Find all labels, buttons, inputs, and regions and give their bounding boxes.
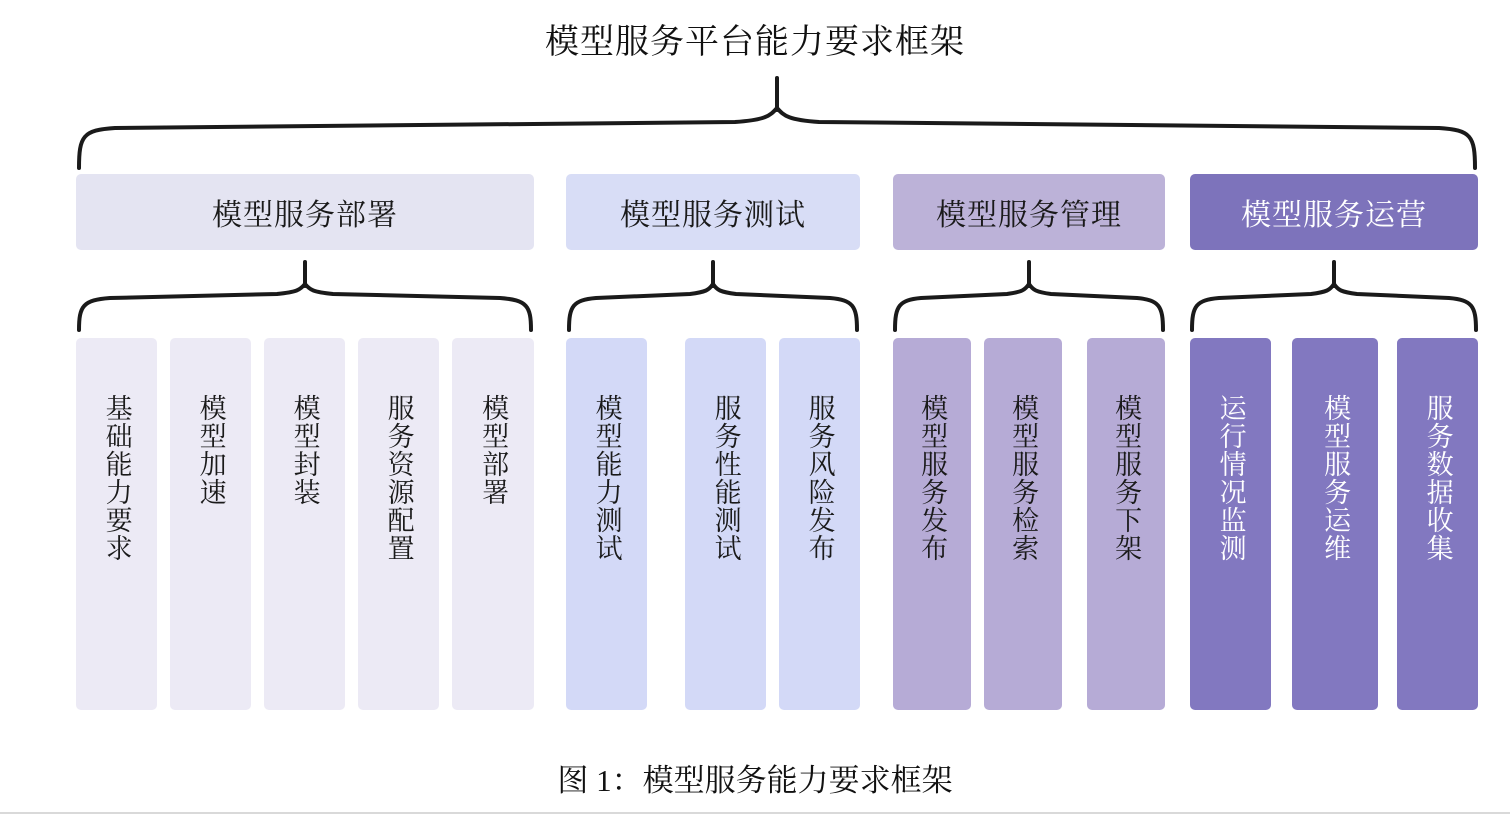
leaf-box-0-2[interactable]: [264, 338, 345, 710]
leaf-box-3-2[interactable]: [1397, 338, 1478, 710]
leaf-label-3-1: 模型服务运维: [1320, 394, 1351, 562]
leaf-box-2-0[interactable]: [893, 338, 971, 710]
leaf-label-1-1: 服务性能测试: [710, 394, 741, 562]
leaf-label-0-1: 模型加速: [195, 394, 226, 506]
group-box-1[interactable]: [566, 174, 860, 250]
leaf-label-0-3: 服务资源配置: [383, 394, 414, 562]
leaf-box-1-2[interactable]: [779, 338, 860, 710]
group-label-3: 模型服务运营: [1241, 199, 1427, 232]
leaf-box-1-0[interactable]: [566, 338, 647, 710]
group-box-3[interactable]: [1190, 174, 1478, 250]
leaf-box-0-0[interactable]: [76, 338, 157, 710]
leaf-label-2-2: 模型服务下架: [1111, 394, 1142, 562]
leaf-label-3-2: 服务数据收集: [1422, 394, 1453, 562]
leaf-label-2-0: 模型服务发布: [917, 394, 948, 562]
figure-caption: 图 1：模型服务能力要求框架: [557, 763, 953, 798]
diagram-title: 模型服务平台能力要求框架: [545, 23, 965, 61]
leaf-label-3-0: 运行情况监测: [1215, 394, 1246, 562]
leaf-label-1-0: 模型能力测试: [591, 394, 622, 562]
leaf-box-2-1[interactable]: [984, 338, 1062, 710]
leaf-label-1-2: 服务风险发布: [804, 394, 835, 562]
group-box-2[interactable]: [893, 174, 1165, 250]
group-label-2: 模型服务管理: [936, 199, 1122, 232]
leaf-box-1-1[interactable]: [685, 338, 766, 710]
group-label-0: 模型服务部署: [212, 199, 398, 232]
leaf-box-2-2[interactable]: [1087, 338, 1165, 710]
leaf-label-2-1: 模型服务检索: [1008, 394, 1039, 562]
leaf-label-0-0: 基础能力要求: [101, 394, 132, 562]
leaf-box-0-3[interactable]: [358, 338, 439, 710]
group-box-0[interactable]: [76, 174, 534, 250]
leaf-box-3-0[interactable]: [1190, 338, 1271, 710]
leaf-box-0-1[interactable]: [170, 338, 251, 710]
leaf-box-3-1[interactable]: [1292, 338, 1378, 710]
leaf-label-0-4: 模型部署: [478, 394, 509, 506]
leaf-box-0-4[interactable]: [452, 338, 534, 710]
leaf-label-0-2: 模型封装: [289, 394, 320, 506]
group-label-1: 模型服务测试: [620, 199, 806, 232]
